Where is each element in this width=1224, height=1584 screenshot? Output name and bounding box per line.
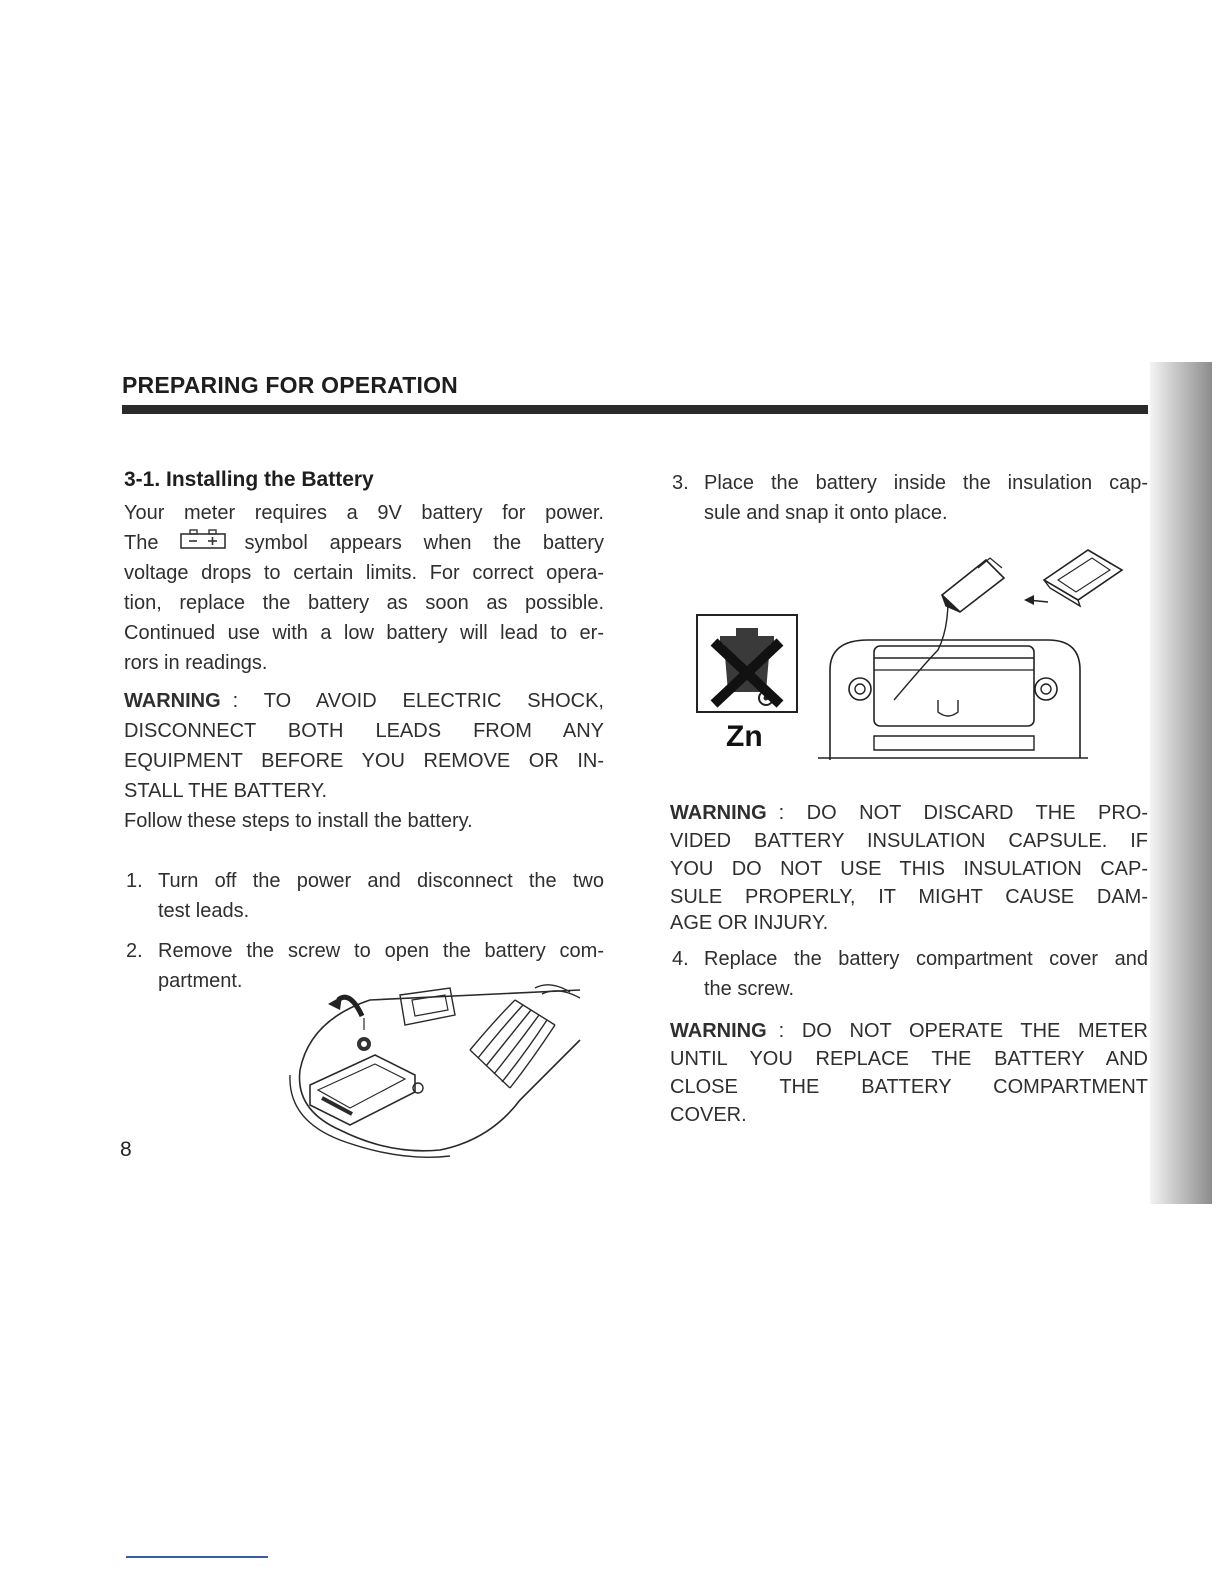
warning-2-line-5: AGE OR INJURY. [670, 912, 829, 934]
warning-1-line-4: STALL THE BATTERY. [124, 780, 328, 802]
step-4-number: 4. [672, 948, 689, 970]
warning-1-line-2: DISCONNECT BOTH LEADS FROM ANY [124, 720, 604, 742]
header-rule [122, 405, 1148, 414]
step-2-line-2: partment. [158, 970, 243, 992]
warning-3-line-3: CLOSE THE BATTERY COMPARTMENT [670, 1076, 1148, 1098]
step-2-line-1: Remove the screw to open the battery com- [158, 940, 604, 962]
warning-3-label: WARNING [670, 1020, 767, 1042]
warning-3-line-2: UNTIL YOU REPLACE THE BATTERY AND [670, 1048, 1148, 1070]
warning-2-label: WARNING [670, 802, 767, 824]
step-1-line-2: test leads. [158, 900, 250, 922]
page-number: 8 [120, 1138, 132, 1161]
section-title: 3-1. Installing the Battery [124, 468, 374, 491]
intro-line-6: rors in readings. [124, 652, 268, 674]
warning-1-line-3: EQUIPMENT BEFORE YOU REMOVE OR IN- [124, 750, 604, 772]
intro-line-2 [124, 528, 604, 558]
step-3-line-2: sule and snap it onto place. [704, 502, 948, 524]
low-battery-icon [180, 528, 226, 558]
warning-2-line-2: VIDED BATTERY INSULATION CAPSULE. IF [670, 830, 1148, 852]
page-header-title: PREPARING FOR OPERATION [122, 372, 458, 398]
step-4-line-1: Replace the battery compartment cover and [704, 948, 1148, 970]
intro-line-5: Continued use with a low battery will lead to er- [124, 622, 604, 644]
page-edge-shadow [1150, 362, 1212, 1204]
step-4-line-2: the screw. [704, 978, 795, 1000]
intro-line-3: voltage drops to certain limits. For correct opera- [124, 562, 604, 584]
zn-label: Zn [726, 720, 763, 753]
warning-3-line-1 [670, 1016, 1148, 1046]
warning-1-label: WARNING [124, 690, 221, 712]
intro-line-1: Your meter requires a 9V battery for power. [124, 502, 604, 524]
battery-disposal-symbol [696, 614, 800, 754]
step-1-line-1: Turn off the power and disconnect the two [158, 870, 604, 892]
step-1-number: 1. [126, 870, 143, 892]
meter-back-illustration [280, 980, 600, 1160]
intro-line-2-rest: symbol appears when the battery [244, 532, 604, 554]
warning-2-line-4: SULE PROPERLY, IT MIGHT CAUSE DAM- [670, 886, 1148, 908]
warning-1-text: : TO AVOID ELECTRIC SHOCK, [232, 690, 604, 712]
warning-2-text: : DO NOT DISCARD THE PRO- [778, 802, 1148, 824]
step-3-number: 3. [672, 472, 689, 494]
warning-2-line-3: YOU DO NOT USE THIS INSULATION CAP- [670, 858, 1148, 880]
battery-compartment-illustration [818, 540, 1118, 760]
warning-3-text: : DO NOT OPERATE THE METER [778, 1020, 1148, 1042]
bottom-divider [126, 1556, 268, 1558]
intro-line-4: tion, replace the battery as soon as possible. [124, 592, 604, 614]
step-3-line-1: Place the battery inside the insulation cap- [704, 472, 1148, 494]
intro-the: The [124, 532, 159, 554]
step-2-number: 2. [126, 940, 143, 962]
follow-steps-text: Follow these steps to install the battery. [124, 810, 473, 832]
warning-1-line-1 [124, 686, 604, 716]
warning-3-line-4: COVER. [670, 1104, 747, 1126]
warning-2-line-1 [670, 798, 1148, 828]
